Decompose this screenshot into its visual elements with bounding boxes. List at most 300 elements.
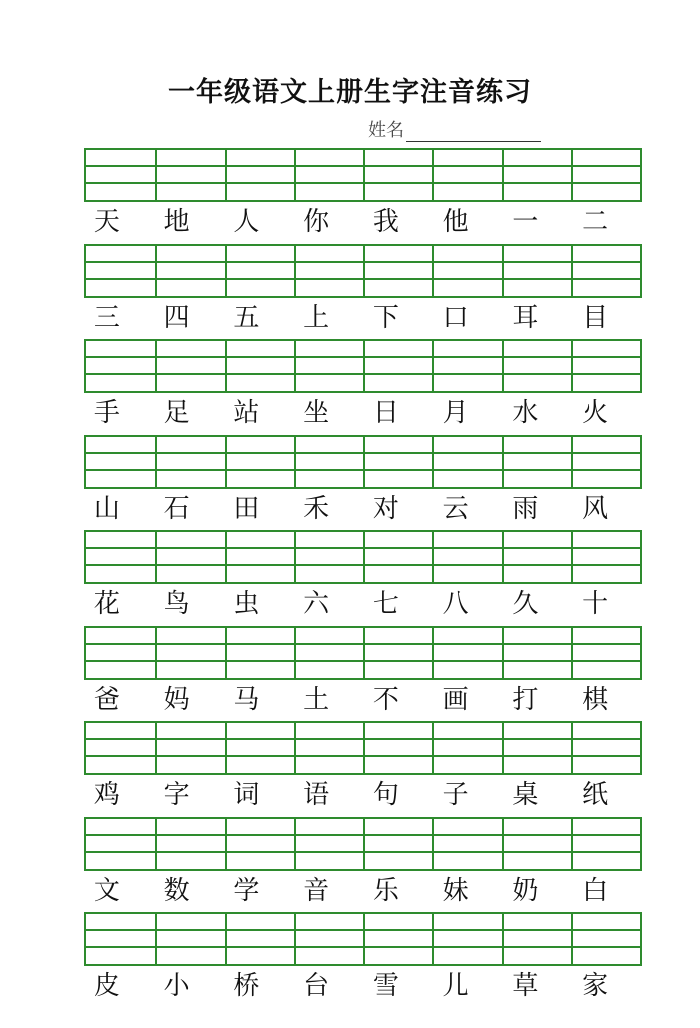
guide-line (227, 834, 294, 836)
hanzi-character: 七 (372, 589, 399, 619)
guide-line (573, 165, 640, 167)
guide-line (86, 452, 155, 454)
guide-line (573, 946, 640, 948)
hanzi-character: 足 (163, 398, 190, 428)
guide-line (504, 834, 571, 836)
pinyin-cell[interactable] (502, 341, 571, 391)
guide-line (227, 547, 294, 549)
pinyin-cell[interactable] (432, 341, 501, 391)
practice-row (84, 244, 642, 338)
guide-line (86, 356, 155, 358)
name-field[interactable] (368, 116, 541, 142)
guide-line (296, 547, 363, 549)
guide-line (434, 834, 501, 836)
guide-line (86, 946, 155, 948)
guide-line (434, 851, 501, 853)
pinyin-cell[interactable] (432, 150, 501, 200)
practice-row (84, 435, 642, 529)
hanzi-character: 目 (582, 302, 609, 333)
guide-line (365, 547, 432, 549)
pinyin-cell[interactable] (571, 819, 640, 869)
hanzi-character: 土 (303, 684, 330, 715)
guide-line (227, 182, 294, 184)
pinyin-cell[interactable] (225, 532, 294, 582)
guide-line (504, 929, 571, 931)
guide-line (573, 643, 640, 645)
pinyin-cell[interactable] (86, 341, 155, 391)
pinyin-cell[interactable] (363, 150, 432, 200)
guide-line (504, 373, 571, 375)
pinyin-cell[interactable] (502, 914, 571, 964)
pinyin-cell[interactable] (225, 819, 294, 869)
hanzi-character: 他 (442, 207, 469, 237)
hanzi-character: 下 (372, 302, 399, 333)
guide-line (365, 261, 432, 263)
hanzi-character: 四 (163, 302, 190, 333)
guide-line (365, 738, 432, 740)
hanzi-character: 人 (233, 207, 260, 237)
guide-line (504, 851, 571, 853)
guide-line (296, 261, 363, 263)
practice-row (84, 626, 642, 720)
guide-line (157, 929, 224, 931)
guide-line (365, 660, 432, 662)
hanzi-character: 五 (233, 302, 260, 333)
guide-line (296, 660, 363, 662)
guide-line (434, 452, 501, 454)
pinyin-cell[interactable] (155, 341, 224, 391)
guide-line (296, 165, 363, 167)
pinyin-cell[interactable] (86, 914, 155, 964)
guide-line (504, 165, 571, 167)
hanzi-character: 鸡 (93, 780, 120, 810)
pinyin-cell[interactable] (571, 341, 640, 391)
guide-line (157, 643, 224, 645)
pinyin-cell[interactable] (502, 819, 571, 869)
guide-line (504, 356, 571, 358)
pinyin-cell[interactable] (502, 246, 571, 296)
guide-line (157, 373, 224, 375)
guide-line (227, 643, 294, 645)
guide-line (227, 755, 294, 757)
pinyin-cell[interactable] (155, 819, 224, 869)
pinyin-cell[interactable] (502, 723, 571, 773)
guide-line (86, 261, 155, 263)
pinyin-cell[interactable] (571, 914, 640, 964)
character-row (84, 871, 642, 911)
hanzi-character: 爸 (93, 684, 120, 715)
guide-line (365, 356, 432, 358)
guide-line (157, 261, 224, 263)
hanzi-character: 小 (163, 971, 190, 1001)
pinyin-grid (84, 626, 642, 680)
hanzi-character: 天 (93, 207, 120, 237)
pinyin-cell[interactable] (155, 723, 224, 773)
hanzi-character: 山 (93, 493, 120, 524)
pinyin-cell[interactable] (571, 150, 640, 200)
pinyin-cell[interactable] (571, 246, 640, 296)
guide-line (573, 452, 640, 454)
guide-line (86, 755, 155, 757)
pinyin-cell[interactable] (225, 246, 294, 296)
pinyin-cell[interactable] (432, 914, 501, 964)
guide-line (365, 929, 432, 931)
hanzi-character: 不 (372, 684, 399, 715)
guide-line (227, 946, 294, 948)
guide-line (296, 738, 363, 740)
guide-line (504, 452, 571, 454)
guide-line (573, 834, 640, 836)
guide-line (434, 660, 501, 662)
hanzi-character: 数 (163, 875, 190, 906)
hanzi-character: 皮 (93, 971, 120, 1001)
hanzi-character: 字 (163, 780, 190, 810)
hanzi-character: 坐 (303, 398, 330, 428)
guide-line (365, 946, 432, 948)
pinyin-cell[interactable] (86, 437, 155, 487)
hanzi-character: 词 (233, 780, 260, 810)
hanzi-character: 妹 (442, 875, 469, 906)
hanzi-character: 手 (93, 398, 120, 428)
hanzi-character: 地 (163, 207, 190, 237)
guide-line (434, 182, 501, 184)
practice-row (84, 148, 642, 242)
guide-line (365, 834, 432, 836)
pinyin-cell[interactable] (432, 819, 501, 869)
guide-line (157, 547, 224, 549)
hanzi-character: 站 (233, 398, 260, 428)
guide-line (504, 755, 571, 757)
guide-line (296, 834, 363, 836)
hanzi-character: 马 (233, 684, 260, 715)
hanzi-character: 雨 (512, 493, 539, 524)
hanzi-character: 云 (442, 493, 469, 524)
hanzi-character: 雪 (372, 971, 399, 1001)
hanzi-character: 禾 (303, 493, 330, 524)
character-row (84, 584, 642, 624)
guide-line (296, 946, 363, 948)
pinyin-cell[interactable] (155, 914, 224, 964)
guide-line (573, 182, 640, 184)
pinyin-cell[interactable] (294, 723, 363, 773)
pinyin-grid (84, 530, 642, 584)
practice-row (84, 721, 642, 815)
hanzi-character: 画 (442, 684, 469, 715)
worksheet-title: 一年级语文上册生字注音练习 (168, 77, 532, 108)
hanzi-character: 奶 (512, 875, 539, 906)
guide-line (86, 643, 155, 645)
hanzi-character: 八 (442, 589, 469, 619)
guide-line (573, 929, 640, 931)
hanzi-character: 我 (372, 207, 399, 237)
guide-line (227, 356, 294, 358)
name-underline[interactable] (406, 123, 541, 142)
guide-line (296, 643, 363, 645)
pinyin-grid (84, 721, 642, 775)
guide-line (227, 469, 294, 471)
character-row (84, 680, 642, 720)
hanzi-character: 日 (372, 398, 399, 428)
guide-line (86, 660, 155, 662)
guide-line (227, 851, 294, 853)
pinyin-cell[interactable] (155, 532, 224, 582)
guide-line (504, 278, 571, 280)
guide-line (434, 278, 501, 280)
hanzi-character: 打 (512, 684, 539, 715)
guide-line (434, 738, 501, 740)
guide-line (86, 278, 155, 280)
hanzi-character: 你 (303, 207, 330, 237)
pinyin-cell[interactable] (225, 914, 294, 964)
guide-line (365, 278, 432, 280)
guide-line (434, 755, 501, 757)
pinyin-cell[interactable] (225, 341, 294, 391)
guide-line (157, 834, 224, 836)
guide-line (157, 278, 224, 280)
guide-line (434, 165, 501, 167)
pinyin-cell[interactable] (294, 150, 363, 200)
guide-line (296, 929, 363, 931)
guide-line (86, 834, 155, 836)
guide-line (365, 165, 432, 167)
guide-line (227, 564, 294, 566)
guide-line (296, 851, 363, 853)
guide-line (227, 278, 294, 280)
guide-line (365, 469, 432, 471)
hanzi-character: 纸 (582, 780, 609, 810)
pinyin-cell[interactable] (294, 914, 363, 964)
guide-line (434, 261, 501, 263)
pinyin-grid (84, 912, 642, 966)
guide-line (365, 564, 432, 566)
hanzi-character: 家 (582, 971, 609, 1001)
guide-line (227, 165, 294, 167)
guide-line (86, 564, 155, 566)
hanzi-character: 语 (303, 780, 330, 810)
pinyin-cell[interactable] (86, 628, 155, 678)
guide-line (504, 738, 571, 740)
pinyin-cell[interactable] (155, 437, 224, 487)
guide-line (434, 469, 501, 471)
guide-line (86, 738, 155, 740)
pinyin-cell[interactable] (363, 819, 432, 869)
pinyin-cell[interactable] (86, 150, 155, 200)
pinyin-grid (84, 244, 642, 298)
guide-line (573, 755, 640, 757)
guide-line (504, 261, 571, 263)
pinyin-cell[interactable] (294, 819, 363, 869)
hanzi-character: 学 (233, 875, 260, 906)
guide-line (86, 373, 155, 375)
guide-line (573, 738, 640, 740)
pinyin-cell[interactable] (86, 723, 155, 773)
pinyin-cell[interactable] (363, 437, 432, 487)
guide-line (227, 738, 294, 740)
practice-row (84, 339, 642, 433)
pinyin-cell[interactable] (86, 532, 155, 582)
guide-line (157, 660, 224, 662)
guide-line (504, 547, 571, 549)
guide-line (365, 643, 432, 645)
guide-line (573, 278, 640, 280)
guide-line (296, 278, 363, 280)
guide-line (86, 469, 155, 471)
guide-line (86, 929, 155, 931)
pinyin-cell[interactable] (225, 437, 294, 487)
pinyin-cell[interactable] (294, 341, 363, 391)
guide-line (573, 261, 640, 263)
pinyin-cell[interactable] (571, 437, 640, 487)
hanzi-character: 虫 (233, 589, 260, 619)
hanzi-character: 子 (442, 780, 469, 810)
guide-line (157, 755, 224, 757)
pinyin-cell[interactable] (363, 723, 432, 773)
pinyin-cell[interactable] (225, 150, 294, 200)
character-row (84, 775, 642, 815)
hanzi-character: 石 (163, 493, 190, 524)
hanzi-character: 一 (512, 207, 539, 237)
guide-line (86, 165, 155, 167)
hanzi-character: 月 (442, 398, 469, 428)
hanzi-character: 音 (303, 875, 330, 906)
guide-line (157, 738, 224, 740)
pinyin-cell[interactable] (502, 628, 571, 678)
pinyin-grid (84, 148, 642, 202)
guide-line (504, 564, 571, 566)
guide-line (434, 643, 501, 645)
character-row (84, 393, 642, 433)
character-row (84, 489, 642, 529)
guide-line (227, 261, 294, 263)
guide-line (434, 356, 501, 358)
guide-line (157, 356, 224, 358)
pinyin-cell[interactable] (363, 246, 432, 296)
guide-line (296, 356, 363, 358)
guide-line (296, 452, 363, 454)
guide-line (573, 356, 640, 358)
guide-line (296, 564, 363, 566)
guide-line (504, 946, 571, 948)
pinyin-cell[interactable] (86, 246, 155, 296)
pinyin-cell[interactable] (432, 532, 501, 582)
hanzi-character: 耳 (512, 302, 539, 333)
hanzi-character: 风 (582, 493, 609, 524)
pinyin-cell[interactable] (571, 723, 640, 773)
character-row (84, 202, 642, 242)
name-label: 姓名 (368, 120, 404, 141)
pinyin-cell[interactable] (86, 819, 155, 869)
pinyin-cell[interactable] (155, 628, 224, 678)
pinyin-cell[interactable] (155, 150, 224, 200)
hanzi-character: 水 (512, 398, 539, 428)
hanzi-character: 田 (233, 493, 260, 524)
pinyin-cell[interactable] (571, 628, 640, 678)
guide-line (227, 373, 294, 375)
hanzi-character: 鸟 (163, 589, 190, 619)
pinyin-cell[interactable] (571, 532, 640, 582)
guide-line (157, 452, 224, 454)
pinyin-cell[interactable] (432, 628, 501, 678)
pinyin-cell[interactable] (225, 628, 294, 678)
guide-line (157, 182, 224, 184)
hanzi-character: 句 (372, 780, 399, 810)
guide-line (296, 755, 363, 757)
pinyin-grid (84, 339, 642, 393)
pinyin-cell[interactable] (502, 437, 571, 487)
guide-line (365, 182, 432, 184)
guide-line (157, 165, 224, 167)
guide-line (504, 182, 571, 184)
pinyin-cell[interactable] (363, 341, 432, 391)
hanzi-character: 儿 (442, 971, 469, 1001)
guide-line (296, 182, 363, 184)
guide-line (504, 660, 571, 662)
guide-line (504, 469, 571, 471)
guide-line (573, 373, 640, 375)
guide-line (434, 564, 501, 566)
hanzi-character: 火 (582, 398, 609, 428)
guide-line (573, 851, 640, 853)
pinyin-cell[interactable] (294, 532, 363, 582)
pinyin-cell[interactable] (294, 628, 363, 678)
guide-line (365, 755, 432, 757)
pinyin-cell[interactable] (432, 723, 501, 773)
pinyin-cell[interactable] (502, 150, 571, 200)
hanzi-character: 对 (372, 493, 399, 524)
guide-line (573, 564, 640, 566)
pinyin-grid (84, 435, 642, 489)
hanzi-character: 桥 (233, 971, 260, 1001)
pinyin-cell[interactable] (432, 437, 501, 487)
guide-line (573, 547, 640, 549)
guide-line (227, 929, 294, 931)
pinyin-cell[interactable] (502, 532, 571, 582)
guide-line (227, 452, 294, 454)
guide-line (86, 547, 155, 549)
pinyin-cell[interactable] (294, 437, 363, 487)
hanzi-character: 花 (93, 589, 120, 619)
hanzi-character: 台 (303, 971, 330, 1001)
guide-line (86, 182, 155, 184)
pinyin-cell[interactable] (363, 628, 432, 678)
guide-line (157, 946, 224, 948)
hanzi-character: 白 (582, 875, 609, 906)
practice-row (84, 530, 642, 624)
pinyin-cell[interactable] (294, 246, 363, 296)
hanzi-character: 十 (582, 589, 609, 619)
pinyin-grid (84, 817, 642, 871)
guide-line (157, 851, 224, 853)
pinyin-cell[interactable] (363, 532, 432, 582)
pinyin-cell[interactable] (432, 246, 501, 296)
hanzi-character: 上 (303, 302, 330, 333)
guide-line (434, 929, 501, 931)
hanzi-character: 棋 (582, 684, 609, 715)
hanzi-character: 久 (512, 589, 539, 619)
practice-row (84, 912, 642, 1006)
hanzi-character: 三 (93, 302, 120, 333)
pinyin-cell[interactable] (225, 723, 294, 773)
practice-row (84, 817, 642, 911)
pinyin-cell[interactable] (363, 914, 432, 964)
hanzi-character: 二 (582, 207, 609, 237)
guide-line (365, 851, 432, 853)
hanzi-character: 草 (512, 971, 539, 1001)
pinyin-cell[interactable] (155, 246, 224, 296)
guide-line (296, 373, 363, 375)
hanzi-character: 口 (442, 302, 469, 333)
hanzi-character: 六 (303, 589, 330, 619)
